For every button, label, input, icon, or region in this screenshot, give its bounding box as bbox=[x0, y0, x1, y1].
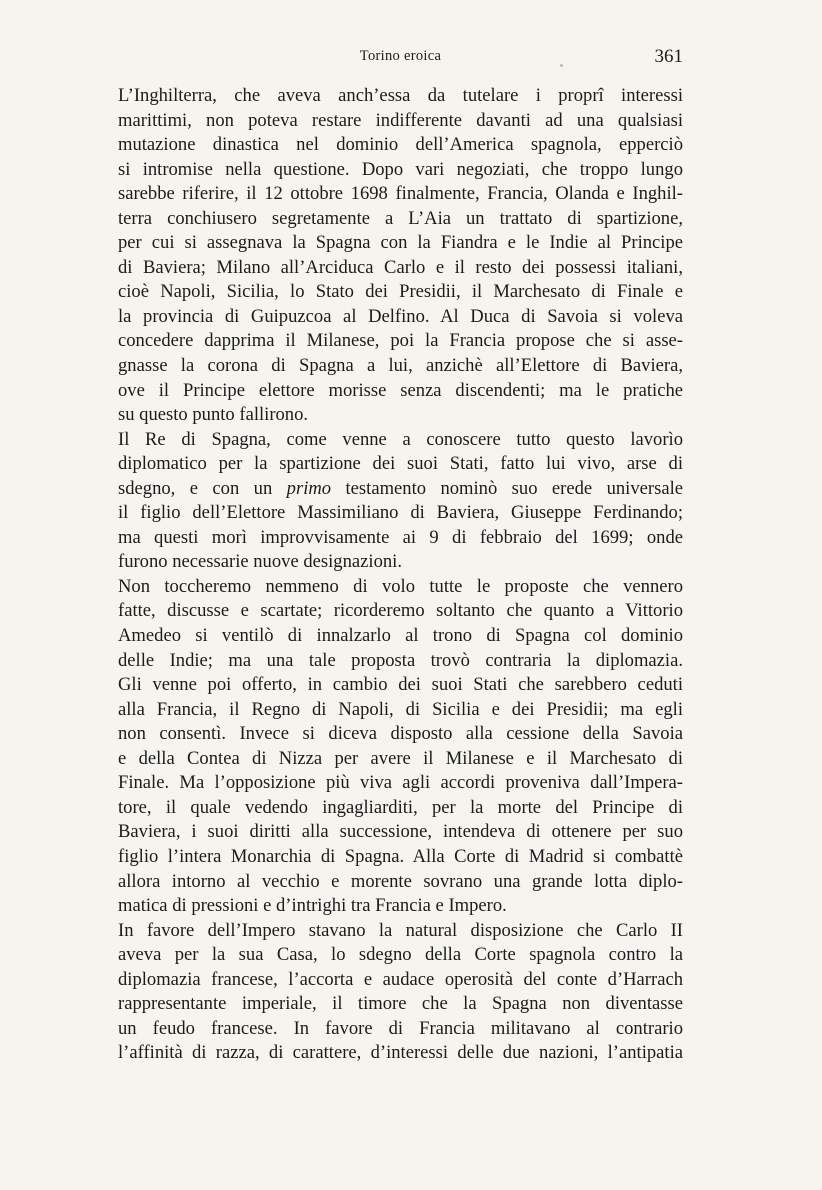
text-line: marittimi, non poteva restare indifferente davanti ad una qualsiasi bbox=[118, 109, 683, 131]
text-line: concedere dapprima il Milanese, poi la Francia propose che si asse- bbox=[118, 330, 683, 352]
text-line: l’affinità di razza, di carattere, d’interessi delle due nazioni, l’antipatia bbox=[118, 1042, 683, 1064]
italic-word: primo bbox=[286, 477, 332, 499]
text-line: terra conchiusero segretamente a L’Aia un trattato di spartizione, bbox=[118, 207, 683, 229]
running-head bbox=[118, 46, 683, 70]
scan-speck bbox=[560, 64, 563, 67]
text-line: allora intorno al vecchio e morente sovrano una grande lotta diplo- bbox=[118, 870, 683, 892]
text-line: fatte, discusse e scartate; ricorderemo soltanto che quanto a Vittorio bbox=[118, 600, 683, 622]
text-line: si intromise nella questione. Dopo vari negoziati, che troppo lungo bbox=[118, 158, 683, 180]
running-title: Torino eroica bbox=[359, 48, 442, 64]
text-line: Baviera, i suoi diritti alla successione, intendeva di ottenere per suo bbox=[118, 821, 683, 843]
text-line-with-italic: sdegno, e con un primo testamento nominò suo erede universale bbox=[118, 477, 683, 499]
text-line: Gli venne poi offerto, in cambio dei suoi Stati che sarebbero ceduti bbox=[118, 674, 683, 696]
paragraph bbox=[118, 84, 683, 428]
text-line: non consentì. Invece si diceva disposto alla cessione della Savoia bbox=[118, 723, 683, 745]
text-line: ma questi morì improvvisamente ai 9 di febbraio del 1699; onde bbox=[118, 526, 683, 548]
text-line: per cui si assegnava la Spagna con la Fiandra e le Indie al Principe bbox=[118, 232, 683, 254]
text-line: furono necessarie nuove designazioni. bbox=[118, 551, 402, 573]
text-line: su questo punto fallirono. bbox=[118, 404, 309, 426]
text-line: Amedeo si ventilò di innalzarlo al trono di Spagna col dominio bbox=[118, 625, 683, 647]
text-line: mutazione dinastica nel dominio dell’America spagnola, epperciò bbox=[118, 134, 683, 156]
text-line: Il Re di Spagna, come venne a conoscere tutto questo lavorìo bbox=[118, 428, 683, 450]
text-line: tore, il quale vedendo ingagliarditi, per la morte del Principe di bbox=[118, 796, 683, 818]
text-line: Finale. Ma l’opposizione più viva agli accordi proveniva dall’Impera- bbox=[118, 772, 683, 794]
text-line: sarebbe riferire, il 12 ottobre 1698 finalmente, Francia, Olanda e Inghil- bbox=[118, 183, 683, 205]
paragraph bbox=[118, 428, 683, 575]
paragraph bbox=[118, 919, 683, 1066]
body-text bbox=[118, 84, 683, 1066]
text-line: cioè Napoli, Sicilia, lo Stato dei Presidii, il Marchesato di Finale e bbox=[118, 281, 683, 303]
text-line: un feudo francese. In favore di Francia militavano al contrario bbox=[118, 1017, 683, 1039]
text-line: e della Contea di Nizza per avere il Milanese e il Marchesato di bbox=[118, 747, 683, 769]
text-line: In favore dell’Impero stavano la natural disposizione che Carlo II bbox=[118, 919, 683, 941]
text-line: di Baviera; Milano all’Arciduca Carlo e il resto dei possessi italiani, bbox=[118, 256, 683, 278]
paragraph bbox=[118, 575, 683, 919]
text-line: ove il Principe elettore morisse senza discendenti; ma le pratiche bbox=[118, 379, 683, 401]
text-line: Non toccheremo nemmeno di volo tutte le proposte che vennero bbox=[118, 575, 683, 597]
text-line: L’Inghilterra, che aveva anch’essa da tutelare i proprî interessi bbox=[118, 85, 683, 106]
text-line: il figlio dell’Elettore Massimiliano di Baviera, Giuseppe Ferdinando; bbox=[118, 502, 683, 524]
text-line: diplomatico per la spartizione dei suoi Stati, fatto lui vivo, arse di bbox=[118, 453, 683, 475]
page-number: 361 bbox=[654, 46, 683, 67]
text-line: matica di pressioni e d’intrighi tra Francia e Impero. bbox=[118, 895, 507, 917]
text-line: delle Indie; ma una tale proposta trovò contraria la diplomazia. bbox=[118, 649, 683, 671]
text-line: aveva per la sua Casa, lo sdegno della Corte spagnola contro la bbox=[118, 944, 683, 966]
text-line: la provincia di Guipuzcoa al Delfino. Al Duca di Savoia si voleva bbox=[118, 305, 683, 327]
text-line: diplomazia francese, l’accorta e audace operosità del conte d’Harrach bbox=[118, 968, 683, 990]
text-line: figlio l’intera Monarchia di Spagna. Alla Corte di Madrid si combattè bbox=[118, 845, 683, 867]
text-line: rappresentante imperiale, il timore che la Spagna non diventasse bbox=[118, 993, 683, 1015]
text-line: alla Francia, il Regno di Napoli, di Sicilia e dei Presidii; ma egli bbox=[118, 698, 683, 720]
text-line: gnasse la corona di Spagna a lui, anzichè all’Elettore di Baviera, bbox=[118, 355, 683, 377]
